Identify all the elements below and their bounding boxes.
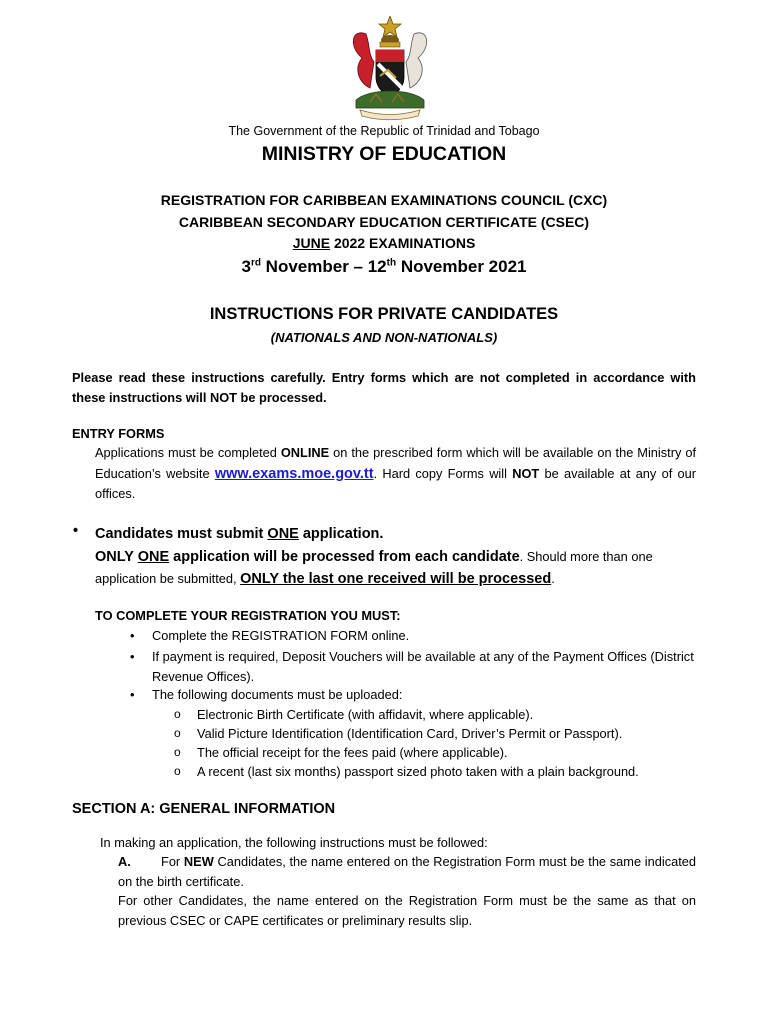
submit-text-7: . [551,571,555,586]
not-emphasis: NOT [512,465,540,481]
requirement-3: The following documents must be uploaded: [152,687,403,702]
exam-year: 2022 EXAMINATIONS [330,235,476,251]
submit-line-3 [95,568,696,591]
entry-forms-heading: ENTRY FORMS [72,426,165,441]
sub-bullet-4: o [174,764,181,778]
item-a-label: A. [118,854,131,869]
entry-forms-text [95,443,696,505]
moe-website-link[interactable]: www.exams.moe.gov.tt [214,465,374,482]
start-day-suffix: rd [250,257,261,269]
item-a-text-1: For [161,854,184,869]
submit-line-2 [95,546,696,569]
submit-text-2: application. [298,526,384,542]
sub-bullet-1: o [174,707,181,721]
registration-title-line2: CARIBBEAN SECONDARY EDUCATION CERTIFICATE (CSEC) [178,214,590,230]
submit-rules [95,523,696,591]
requirement-2: If payment is required, Deposit Vouchers will be available at any of the Payment Offices (District Revenue Offices). [152,649,694,684]
registration-dates [0,257,768,277]
start-month: November – [260,257,368,276]
item-a-other-candidates: For other Candidates, the name entered on the Registration Form must be the same as that on previous CSEC or CAPE certificates or preliminary results slip. [118,893,696,928]
end-day-suffix: th [386,257,397,269]
submit-text-3: ONLY [95,548,138,565]
coat-of-arms-icon [340,16,440,122]
bullet-1: • [130,628,135,643]
section-a-intro: In making an application, the following instructions must be followed: [100,835,488,850]
online-emphasis: ONLINE [280,445,330,460]
government-name: The Government of the Republic of Trinidad and Tobago [228,124,540,138]
entry-text-3: . Hard copy Forms will [373,465,513,481]
last-one-processed: ONLY the last one received will be processed [240,571,552,587]
item-a-text-2: Candidates, the name entered on the Registration Form must be the same indicated on the birth certificate. [118,854,696,889]
document-4: A recent (last six months) passport sized photo taken with a plain background. [197,764,639,779]
submit-bullet: • [73,523,79,539]
ministry-title: MINISTRY OF EDUCATION [261,143,507,165]
document-3: The official receipt for the fees paid (where applicable). [197,745,508,760]
instructions-title: INSTRUCTIONS FOR PRIVATE CANDIDATES [209,305,559,323]
submit-line-1 [95,523,696,546]
entry-text-4: be available at any of our offices. [95,465,697,501]
requirement-1: Complete the REGISTRATION FORM online. [152,628,410,643]
exam-month: JUNE [292,235,331,251]
submit-one-2: ONE [137,548,170,565]
instructions-subtitle: (NATIONALS AND NON-NATIONALS) [270,330,498,345]
submit-one-1: ONE [267,526,299,542]
new-emphasis: NEW [183,854,214,869]
document-2: Valid Picture Identification (Identification Card, Driver’s Permit or Passport). [197,726,623,741]
section-a-heading: SECTION A: GENERAL INFORMATION [72,801,336,817]
bullet-3: • [130,687,135,702]
entry-text-1: Applications must be completed [95,445,281,460]
end-day: 12 [367,257,387,276]
submit-text-6: application be submitted, [95,571,241,586]
sub-bullet-2: o [174,726,181,740]
registration-title-line1: REGISTRATION FOR CARIBBEAN EXAMINATIONS COUNCIL (CXC) [160,192,608,208]
submit-text-5: . Should more than one [519,548,653,564]
sub-bullet-3: o [174,745,181,759]
intro-warning: Please read these instructions carefully. Entry forms which are not completed in accordance with these instructions will NOT be processed. [72,370,696,405]
start-day: 3 [241,257,251,276]
document-1: Electronic Birth Certificate (with affidavit, where applicable). [197,707,534,722]
submit-text-4: application will be processed from each candidate [169,548,520,565]
item-a-new-candidates [118,852,696,891]
entry-text-2: on the prescribed form which will be available on the Ministry of Education’s website [95,445,696,481]
end-month-year: November 2021 [396,257,527,276]
complete-heading: TO COMPLETE YOUR REGISTRATION YOU MUST: [95,608,401,623]
exam-session [0,235,768,251]
bullet-2: • [130,649,135,664]
submit-text-1: Candidates must submit [95,526,268,542]
